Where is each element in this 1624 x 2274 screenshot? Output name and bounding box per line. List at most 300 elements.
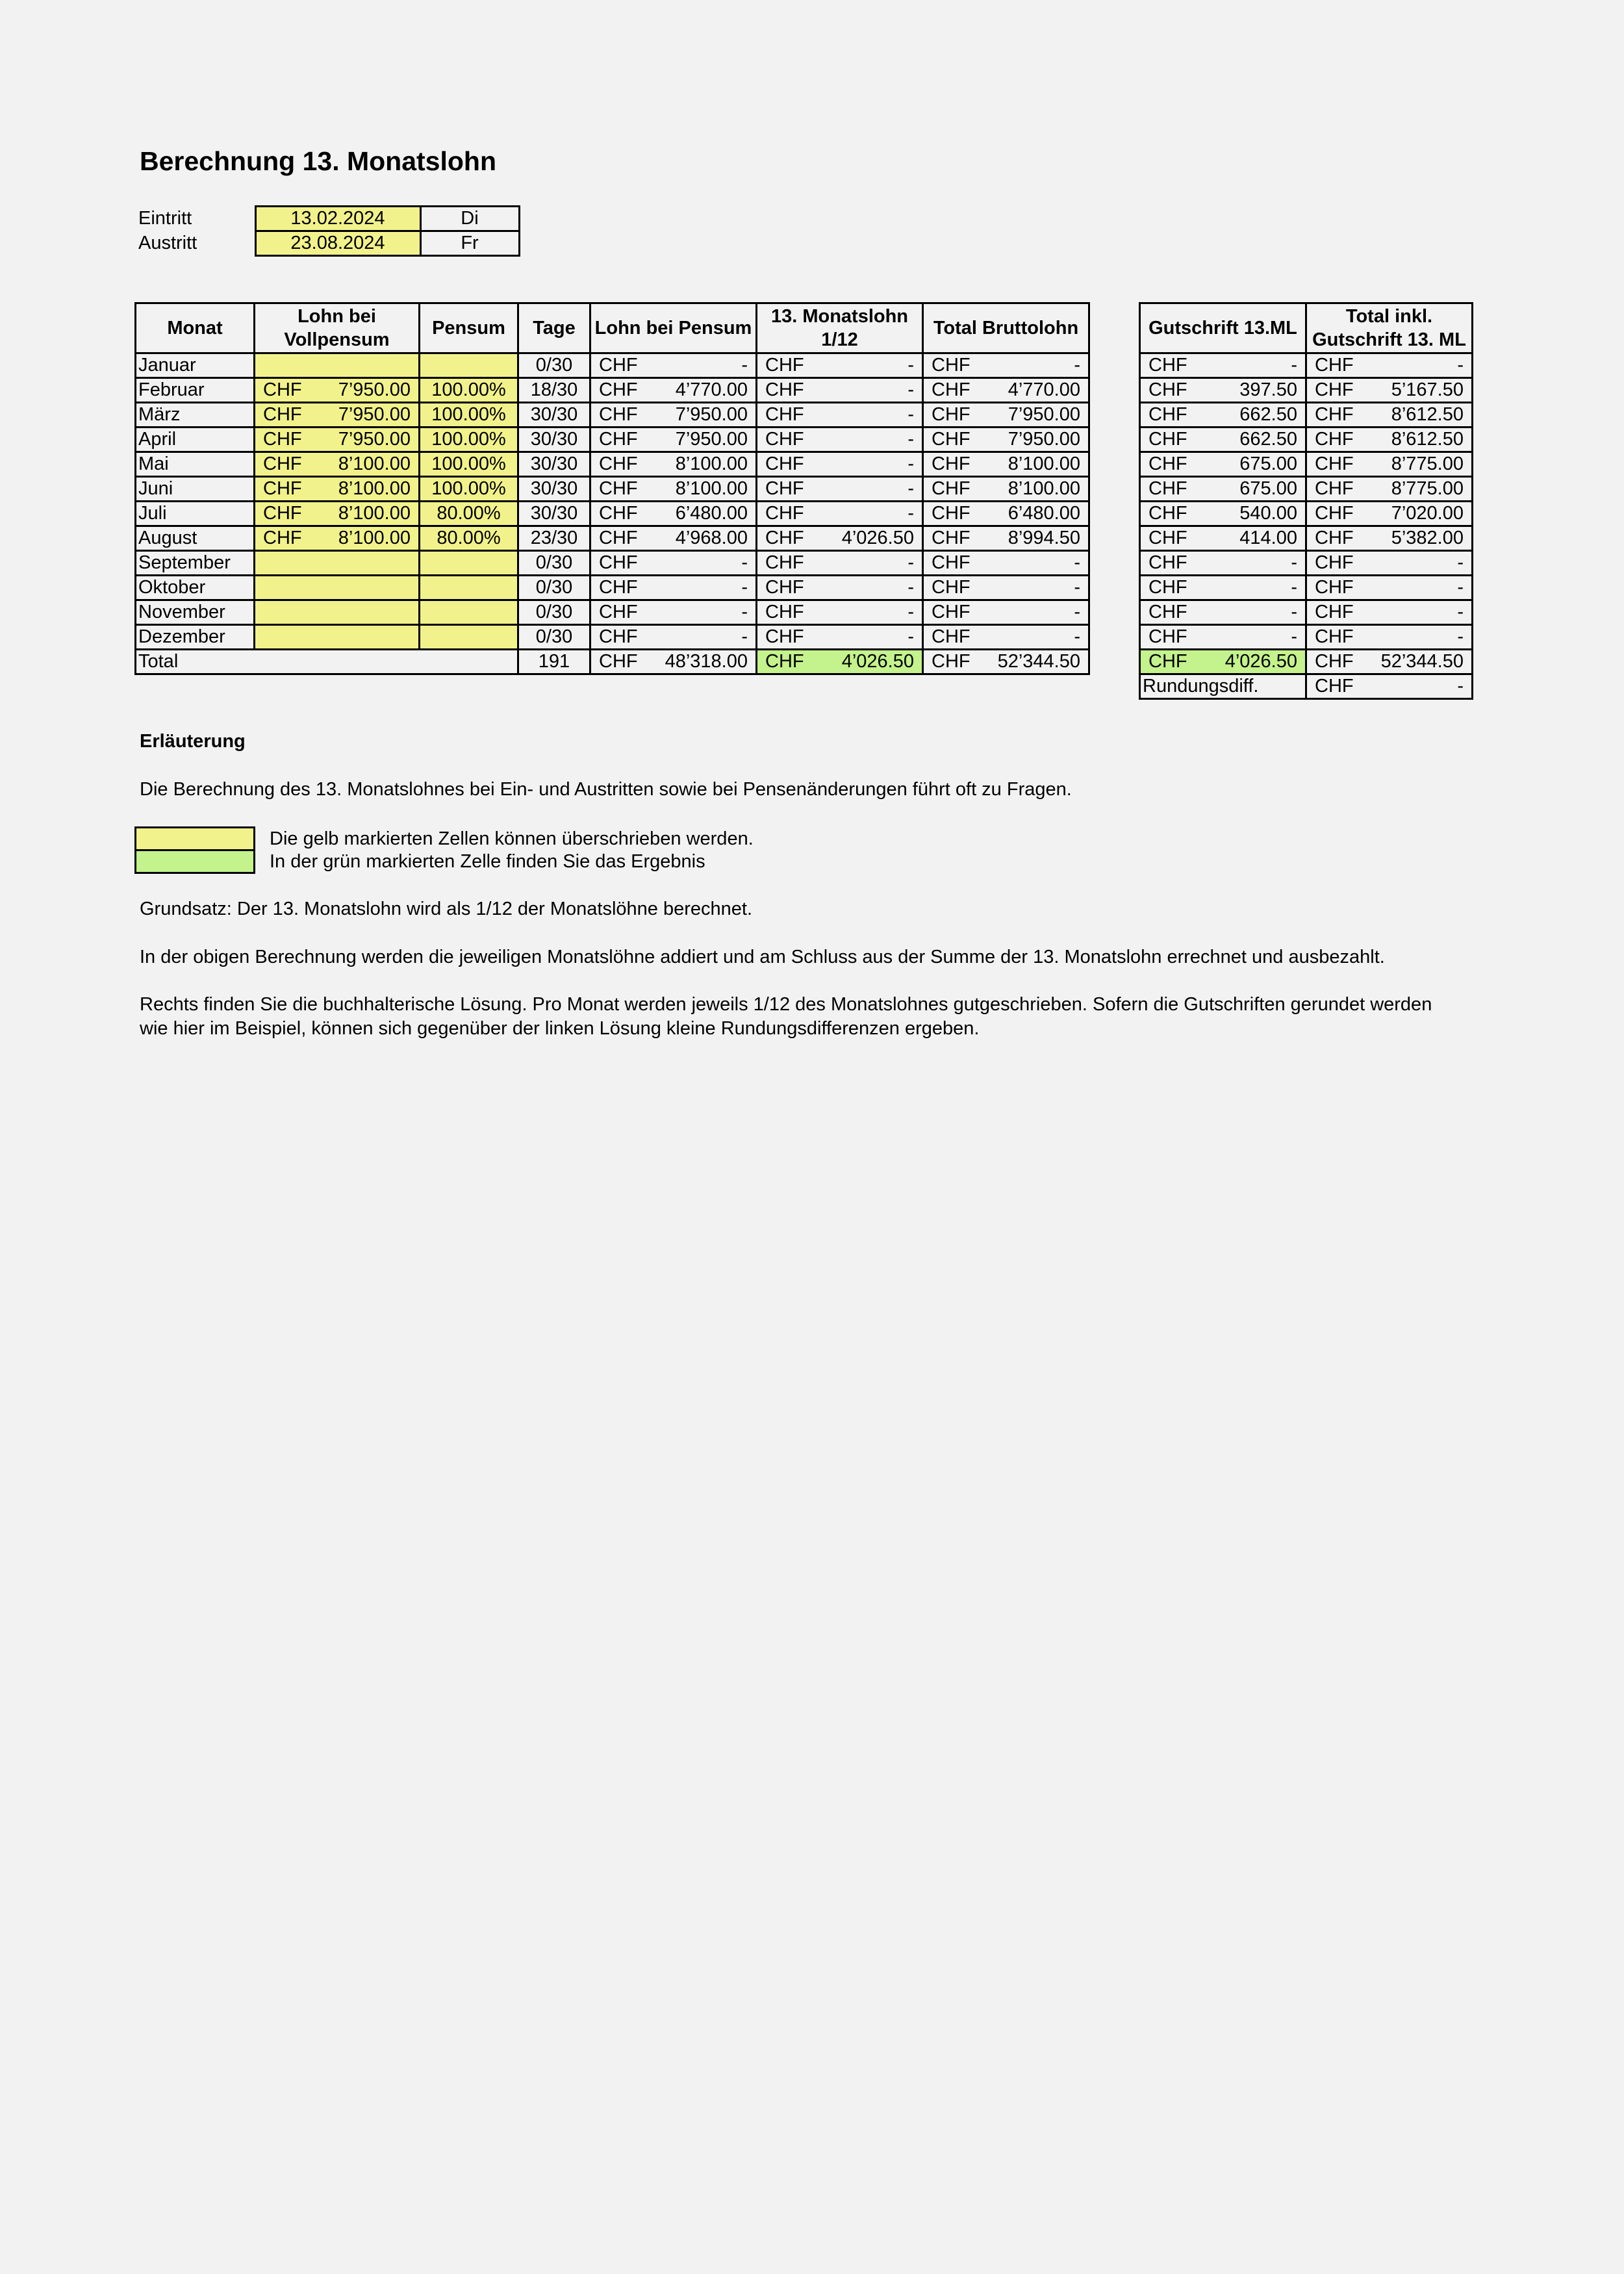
credit-cell-content <box>1141 354 1305 377</box>
salary-table <box>134 302 1090 675</box>
currency-label: CHF <box>1315 626 1354 647</box>
currency-label: CHF <box>263 503 302 524</box>
thirteenth-cell-value: - <box>907 429 914 450</box>
total-salary-pensum <box>590 650 757 674</box>
full-salary-input[interactable] <box>255 576 420 600</box>
salary-pensum-cell <box>590 452 757 477</box>
thirteenth-cell-value: - <box>907 602 914 622</box>
entry-date-input[interactable]: 13.02.2024 <box>255 207 420 231</box>
credit-total-cell-value: - <box>1457 626 1464 647</box>
legend-yellow-text: Die gelb markierten Zellen können überschrieben werden. <box>270 828 754 849</box>
salary-header-0: Monat <box>136 303 255 353</box>
currency-label: CHF <box>1315 577 1354 598</box>
full-salary-input-value: 8’100.00 <box>338 503 411 524</box>
table-row <box>1140 576 1473 600</box>
credit-cell-value: 662.50 <box>1239 429 1297 450</box>
rounding-value-value: - <box>1457 676 1464 696</box>
currency-label: CHF <box>1148 404 1187 425</box>
days-cell: 23/30 <box>518 526 590 551</box>
total-gross-content <box>924 650 1088 673</box>
currency-label: CHF <box>1148 503 1187 524</box>
table-row <box>136 428 1089 452</box>
full-salary-input[interactable] <box>255 551 420 576</box>
gross-cell-value: 6’480.00 <box>1008 503 1080 524</box>
thirteenth-cell-value: 4’026.50 <box>841 528 914 548</box>
credit-total-cell <box>1306 600 1473 625</box>
days-cell: 30/30 <box>518 403 590 428</box>
full-salary-input[interactable] <box>255 428 420 452</box>
pensum-input[interactable]: 100.00% <box>420 403 518 428</box>
gross-cell-value: 8’100.00 <box>1008 478 1080 499</box>
table-row <box>136 600 1089 625</box>
currency-label: CHF <box>765 577 804 598</box>
currency-label: CHF <box>1148 626 1187 647</box>
salary-pensum-cell <box>590 625 757 650</box>
full-salary-input[interactable] <box>255 502 420 526</box>
salary-pensum-cell <box>590 477 757 502</box>
total-gross <box>923 650 1089 674</box>
credit-cell-content <box>1141 576 1305 599</box>
exit-date-input[interactable]: 23.08.2024 <box>255 231 420 256</box>
full-salary-input-content <box>255 403 418 426</box>
salary-pensum-cell-value: - <box>741 355 748 376</box>
days-cell: 18/30 <box>518 378 590 403</box>
credit-cell-value: - <box>1291 552 1297 573</box>
salary-header-6: Total Bruttolohn <box>923 303 1089 353</box>
credit-cell <box>1140 353 1306 378</box>
credit-table-header <box>1140 303 1473 353</box>
gross-cell <box>923 551 1089 576</box>
credit-total-cell <box>1306 378 1473 403</box>
table-row <box>136 452 1089 477</box>
dates-table <box>136 205 520 257</box>
gross-cell-value: 8’100.00 <box>1008 454 1080 474</box>
credit-cell <box>1140 551 1306 576</box>
full-salary-input-content <box>255 453 418 476</box>
days-cell: 30/30 <box>518 502 590 526</box>
entry-weekday: Di <box>420 207 519 231</box>
days-cell: 0/30 <box>518 625 590 650</box>
credit-grand-total-content <box>1307 650 1471 673</box>
total-salary-pensum-content <box>591 650 755 673</box>
gross-cell-value: - <box>1074 626 1080 647</box>
gross-cell <box>923 502 1089 526</box>
gross-cell <box>923 477 1089 502</box>
pensum-input[interactable] <box>420 625 518 650</box>
month-cell: Juli <box>136 502 255 526</box>
currency-label: CHF <box>1315 404 1354 425</box>
legend-green-swatch <box>136 850 255 873</box>
days-cell: 0/30 <box>518 600 590 625</box>
currency-label: CHF <box>932 626 971 647</box>
pensum-input[interactable]: 80.00% <box>420 526 518 551</box>
gross-cell-content <box>924 453 1088 476</box>
currency-label: CHF <box>1148 454 1187 474</box>
salary-pensum-cell <box>590 428 757 452</box>
credit-total-cell <box>1306 502 1473 526</box>
salary-pensum-cell-value: 4’968.00 <box>675 528 748 548</box>
exit-weekday: Fr <box>420 231 519 256</box>
gross-cell-content <box>924 601 1088 624</box>
result-credit-content <box>1141 650 1305 673</box>
credit-cell-value: - <box>1291 355 1297 376</box>
credit-total-cell-value: 8’775.00 <box>1391 478 1464 499</box>
salary-header-2: Pensum <box>420 303 518 353</box>
pensum-input[interactable]: 80.00% <box>420 502 518 526</box>
gross-cell <box>923 353 1089 378</box>
days-cell: 0/30 <box>518 551 590 576</box>
full-salary-input-value: 8’100.00 <box>338 478 411 499</box>
table-row <box>136 551 1089 576</box>
credit-cell-content <box>1141 502 1305 525</box>
credit-cell <box>1140 428 1306 452</box>
currency-label: CHF <box>599 552 638 573</box>
credit-grand-total-value: 52’344.50 <box>1380 651 1464 672</box>
credit-cell-value: 414.00 <box>1239 528 1297 548</box>
gross-cell-value: 7’950.00 <box>1008 429 1080 450</box>
thirteenth-cell <box>757 477 923 502</box>
explanation-intro: Die Berechnung des 13. Monatslohnes bei Ein- und Austritten sowie bei Pensenänderungen führt oft zu Fragen. <box>140 779 1072 800</box>
entry-label: Eintritt <box>138 208 192 229</box>
currency-label: CHF <box>1315 454 1354 474</box>
salary-pensum-cell <box>590 403 757 428</box>
table-row <box>1140 526 1473 551</box>
currency-label: CHF <box>932 602 971 622</box>
full-salary-input[interactable] <box>255 526 420 551</box>
pensum-input[interactable] <box>420 353 518 378</box>
salary-pensum-cell <box>590 600 757 625</box>
total-row <box>136 650 1089 674</box>
currency-label: CHF <box>1315 429 1354 450</box>
gross-cell-value: - <box>1074 577 1080 598</box>
result-credit-value: 4’026.50 <box>1224 651 1297 672</box>
thirteenth-cell-content <box>757 428 922 451</box>
salary-pensum-cell-value: 7’950.00 <box>675 429 748 450</box>
legend <box>134 826 755 874</box>
salary-pensum-cell-content <box>591 428 755 451</box>
salary-pensum-cell-value: - <box>741 626 748 647</box>
credit-total-cell-content <box>1307 428 1471 451</box>
currency-label: CHF <box>765 552 804 573</box>
credit-total-cell <box>1306 403 1473 428</box>
pensum-input[interactable] <box>420 600 518 625</box>
currency-label: CHF <box>263 454 302 474</box>
total-salary-pensum-value: 48’318.00 <box>665 651 748 672</box>
credit-total-cell-value: - <box>1457 577 1464 598</box>
table-row <box>136 526 1089 551</box>
salary-pensum-cell-content <box>591 576 755 599</box>
currency-label: CHF <box>599 478 638 499</box>
thirteenth-cell <box>757 551 923 576</box>
currency-label: CHF <box>1148 478 1187 499</box>
currency-label: CHF <box>932 454 971 474</box>
credit-cell-content <box>1141 626 1305 648</box>
credit-total-cell-value: 5’167.50 <box>1391 379 1464 400</box>
pensum-input[interactable]: 100.00% <box>420 378 518 403</box>
currency-label: CHF <box>263 528 302 548</box>
gross-cell-content <box>924 478 1088 500</box>
salary-pensum-cell-value: 8’100.00 <box>675 478 748 499</box>
currency-label: CHF <box>932 503 971 524</box>
credit-total-cell-value: 8’775.00 <box>1391 454 1464 474</box>
credit-total-cell <box>1306 576 1473 600</box>
credit-grand-total <box>1306 650 1473 674</box>
salary-pensum-cell-value: 4’770.00 <box>675 379 748 400</box>
currency-label: CHF <box>263 478 302 499</box>
month-cell: März <box>136 403 255 428</box>
currency-label: CHF <box>932 355 971 376</box>
days-cell: 0/30 <box>518 576 590 600</box>
page-title: Berechnung 13. Monatslohn <box>140 146 496 176</box>
rounding-value-content <box>1307 675 1471 698</box>
credit-cell-value: - <box>1291 626 1297 647</box>
credit-cell-value: 675.00 <box>1239 478 1297 499</box>
salary-pensum-cell <box>590 502 757 526</box>
thirteenth-cell-value: - <box>907 478 914 499</box>
credit-cell-value: 662.50 <box>1239 404 1297 425</box>
credit-total-cell <box>1306 477 1473 502</box>
table-row <box>136 502 1089 526</box>
explanation-principle: Grundsatz: Der 13. Monatslohn wird als 1/12 der Monatslöhne berechnet. <box>140 899 753 919</box>
currency-label: CHF <box>1315 503 1354 524</box>
table-row <box>136 353 1089 378</box>
credit-total-cell-value: 7’020.00 <box>1391 503 1464 524</box>
credit-total-cell <box>1306 526 1473 551</box>
credit-total-cell-content <box>1307 354 1471 377</box>
thirteenth-cell-value: - <box>907 552 914 573</box>
credit-cell-value: 675.00 <box>1239 454 1297 474</box>
thirteenth-cell-content <box>757 502 922 525</box>
salary-pensum-cell-value: 8’100.00 <box>675 454 748 474</box>
salary-pensum-cell-content <box>591 453 755 476</box>
currency-label: CHF <box>599 355 638 376</box>
gross-cell <box>923 625 1089 650</box>
currency-label: CHF <box>599 651 638 672</box>
thirteenth-cell <box>757 526 923 551</box>
credit-total-cell-content <box>1307 403 1471 426</box>
credit-total-cell-content <box>1307 502 1471 525</box>
full-salary-input-content <box>255 379 418 402</box>
full-salary-input-value: 7’950.00 <box>338 429 411 450</box>
currency-label: CHF <box>599 626 638 647</box>
pensum-input[interactable]: 100.00% <box>420 428 518 452</box>
full-salary-input-content <box>255 527 418 550</box>
gross-cell <box>923 452 1089 477</box>
salary-pensum-cell-value: - <box>741 602 748 622</box>
credit-cell-content <box>1141 428 1305 451</box>
thirteenth-cell <box>757 378 923 403</box>
gross-cell-content <box>924 502 1088 525</box>
credit-total-cell <box>1306 452 1473 477</box>
thirteenth-cell-content <box>757 379 922 402</box>
salary-header-5: 13. Monatslohn 1/12 <box>757 303 923 353</box>
thirteenth-cell-value: - <box>907 404 914 425</box>
total-days: 191 <box>518 650 590 674</box>
full-salary-input[interactable] <box>255 403 420 428</box>
salary-pensum-cell <box>590 353 757 378</box>
full-salary-input-value: 8’100.00 <box>338 528 411 548</box>
full-salary-input[interactable] <box>255 600 420 625</box>
salary-pensum-cell <box>590 378 757 403</box>
explanation-method: In der obigen Berechnung werden die jeweiligen Monatslöhne addiert und am Schluss aus der Summe der 13. Monatslohn errechnet und ausbezahlt. <box>140 947 1385 967</box>
thirteenth-cell-value: - <box>907 454 914 474</box>
currency-label: CHF <box>599 429 638 450</box>
thirteenth-cell <box>757 428 923 452</box>
credit-cell <box>1140 452 1306 477</box>
currency-label: CHF <box>1148 552 1187 573</box>
currency-label: CHF <box>1148 651 1187 672</box>
month-cell: Juni <box>136 477 255 502</box>
full-salary-input[interactable] <box>255 477 420 502</box>
thirteenth-cell-content <box>757 527 922 550</box>
gross-cell-value: - <box>1074 552 1080 573</box>
salary-pensum-cell-content <box>591 527 755 550</box>
thirteenth-cell <box>757 403 923 428</box>
currency-label: CHF <box>1315 528 1354 548</box>
full-salary-input[interactable] <box>255 353 420 378</box>
full-salary-input-content <box>255 428 418 451</box>
credit-cell-value: 540.00 <box>1239 503 1297 524</box>
credit-total-cell <box>1306 428 1473 452</box>
gross-cell <box>923 378 1089 403</box>
full-salary-input[interactable] <box>255 625 420 650</box>
rounding-label: Rundungsdiff. <box>1140 674 1306 699</box>
gross-cell-content <box>924 403 1088 426</box>
currency-label: CHF <box>765 528 804 548</box>
currency-label: CHF <box>1148 355 1187 376</box>
pensum-input[interactable] <box>420 551 518 576</box>
credit-total-cell-content <box>1307 527 1471 550</box>
credit-cell <box>1140 403 1306 428</box>
month-cell: Januar <box>136 353 255 378</box>
full-salary-input-content <box>255 478 418 500</box>
gross-cell-value: 8’994.50 <box>1008 528 1080 548</box>
currency-label: CHF <box>765 355 804 376</box>
explanation-title: Erläuterung <box>140 731 246 752</box>
thirteenth-cell-content <box>757 354 922 377</box>
credit-total-cell <box>1306 551 1473 576</box>
thirteenth-cell-content <box>757 576 922 599</box>
gross-cell <box>923 403 1089 428</box>
currency-label: CHF <box>765 651 804 672</box>
full-salary-input-content <box>255 502 418 525</box>
legend-green-text: In der grün markierten Zelle finden Sie das Ergebnis <box>270 851 705 872</box>
thirteenth-cell <box>757 353 923 378</box>
credit-cell-content <box>1141 403 1305 426</box>
full-salary-input[interactable] <box>255 378 420 403</box>
month-cell: Februar <box>136 378 255 403</box>
credit-cell <box>1140 378 1306 403</box>
result-thirteenth-value: 4’026.50 <box>841 651 914 672</box>
explanation-accounting: Rechts finden Sie die buchhalterische Lösung. Pro Monat werden jeweils 1/12 des Monatslohnes gutgeschrieben. Sofern die Gutschriften gerundet werden wie hier im Beispiel, können sich gegenüber der linken Lösung kleine Rundungsdifferenzen ergeben. <box>140 994 1432 1039</box>
result-thirteenth <box>757 650 923 674</box>
currency-label: CHF <box>599 503 638 524</box>
currency-label: CHF <box>1315 676 1354 696</box>
pensum-input[interactable]: 100.00% <box>420 452 518 477</box>
month-cell: April <box>136 428 255 452</box>
currency-label: CHF <box>932 577 971 598</box>
gross-cell-value: 4’770.00 <box>1008 379 1080 400</box>
currency-label: CHF <box>599 602 638 622</box>
table-row <box>1140 403 1473 428</box>
table-row <box>1140 428 1473 452</box>
currency-label: CHF <box>599 577 638 598</box>
credit-total-cell-content <box>1307 478 1471 500</box>
credit-total-cell-content <box>1307 552 1471 574</box>
salary-pensum-cell-value: - <box>741 577 748 598</box>
credit-cell-value: - <box>1291 602 1297 622</box>
table-row <box>136 378 1089 403</box>
table-row <box>136 625 1089 650</box>
gross-cell-content <box>924 527 1088 550</box>
table-row <box>1140 502 1473 526</box>
salary-table-header <box>136 303 1089 353</box>
full-salary-input-value: 8’100.00 <box>338 454 411 474</box>
thirteenth-cell <box>757 625 923 650</box>
currency-label: CHF <box>1315 478 1354 499</box>
credit-total-cell-content <box>1307 626 1471 648</box>
gross-cell-value: - <box>1074 602 1080 622</box>
thirteenth-cell <box>757 452 923 477</box>
total-label: Total <box>136 650 518 674</box>
legend-green-row <box>136 850 755 873</box>
credit-cell-content <box>1141 552 1305 574</box>
gross-cell-content <box>924 428 1088 451</box>
currency-label: CHF <box>932 379 971 400</box>
gross-cell-content <box>924 576 1088 599</box>
full-salary-input[interactable] <box>255 452 420 477</box>
credit-header-0: Gutschrift 13.ML <box>1140 303 1306 353</box>
credit-cell <box>1140 526 1306 551</box>
credit-cell-content <box>1141 379 1305 402</box>
credit-total-cell-content <box>1307 379 1471 402</box>
currency-label: CHF <box>932 404 971 425</box>
credit-total-cell <box>1306 353 1473 378</box>
thirteenth-cell-content <box>757 478 922 500</box>
currency-label: CHF <box>765 404 804 425</box>
pensum-input[interactable]: 100.00% <box>420 477 518 502</box>
salary-pensum-cell-content <box>591 502 755 525</box>
pensum-input[interactable] <box>420 576 518 600</box>
credit-header-1: Total inkl. Gutschrift 13. ML <box>1306 303 1473 353</box>
credit-total-cell-value: - <box>1457 552 1464 573</box>
salary-header-4: Lohn bei Pensum <box>590 303 757 353</box>
thirteenth-cell <box>757 502 923 526</box>
currency-label: CHF <box>599 379 638 400</box>
credit-cell <box>1140 625 1306 650</box>
currency-label: CHF <box>1148 602 1187 622</box>
days-cell: 30/30 <box>518 452 590 477</box>
credit-table <box>1139 302 1473 700</box>
full-salary-input-value: 7’950.00 <box>338 404 411 425</box>
credit-cell-content <box>1141 527 1305 550</box>
table-row <box>136 576 1089 600</box>
legend-yellow-row <box>136 828 755 850</box>
thirteenth-cell <box>757 576 923 600</box>
currency-label: CHF <box>1315 552 1354 573</box>
rounding-row <box>1140 674 1473 699</box>
currency-label: CHF <box>932 528 971 548</box>
currency-label: CHF <box>1315 379 1354 400</box>
exit-label: Austritt <box>138 233 197 253</box>
thirteenth-cell-value: - <box>907 577 914 598</box>
salary-header-3: Tage <box>518 303 590 353</box>
result-thirteenth-content <box>757 650 922 673</box>
month-cell: August <box>136 526 255 551</box>
salary-pensum-cell <box>590 526 757 551</box>
gross-cell-value: 7’950.00 <box>1008 404 1080 425</box>
salary-pensum-cell-content <box>591 626 755 648</box>
